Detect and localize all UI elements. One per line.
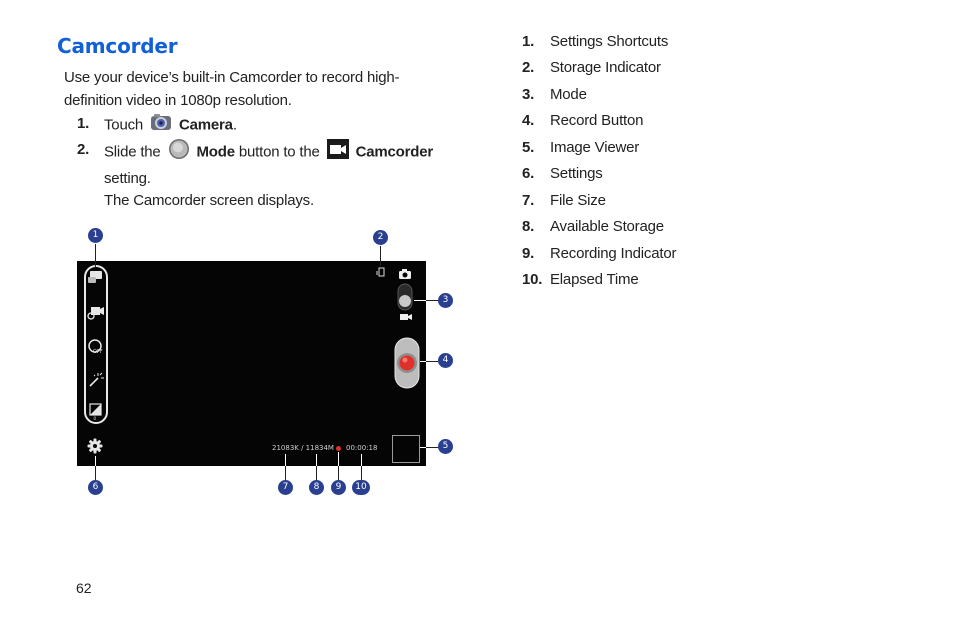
effects-icon[interactable]	[86, 370, 106, 395]
callout-marker: 4	[438, 353, 453, 368]
page-title: Camcorder	[57, 34, 178, 58]
callout-line-6a	[95, 456, 96, 466]
callout-line-9	[338, 452, 339, 466]
recording-indicator	[336, 446, 341, 451]
recording-mode-icon[interactable]	[86, 302, 106, 327]
callout-marker: 10	[352, 480, 370, 495]
storage-indicator-icon	[374, 266, 386, 284]
callout-marker: 5	[438, 439, 453, 454]
callout-line-3	[414, 300, 426, 301]
camera-app-icon	[150, 112, 172, 139]
callout-marker: 3	[438, 293, 453, 308]
switch-camera-icon[interactable]	[86, 268, 106, 293]
step-text: Touch Camera.	[104, 112, 434, 139]
step-note: The Camcorder screen displays.	[104, 192, 314, 209]
callout-line-8b	[316, 466, 317, 481]
callout-line-10	[361, 454, 362, 466]
callout-line-7	[285, 454, 286, 466]
mode-slider-icon	[168, 138, 190, 167]
callout-marker: 7	[278, 480, 293, 495]
page-number: 62	[76, 580, 92, 596]
elapsed-time-text: 00:00:18	[346, 444, 378, 452]
image-viewer[interactable]	[392, 435, 420, 463]
callout-line-10b	[361, 466, 362, 481]
callout-marker: 9	[331, 480, 346, 495]
exposure-icon[interactable]	[86, 401, 106, 426]
callout-line-8	[316, 454, 317, 466]
camcorder-icon	[327, 139, 349, 166]
step-text: Slide the Mode button to the Camcorder setting.	[104, 138, 434, 190]
svg-text:OFF: OFF	[93, 349, 103, 355]
timer-off-icon[interactable]	[86, 337, 106, 362]
callout-line-1	[95, 244, 96, 268]
callout-marker: 2	[373, 230, 388, 245]
callout-line-5b	[426, 447, 438, 448]
callout-line-2	[380, 246, 381, 266]
intro-paragraph: Use your device’s built-in Camcorder to record high-definition video in 1080p resolution.	[64, 69, 400, 109]
callout-marker: 8	[309, 480, 324, 495]
callout-line-6	[95, 466, 96, 481]
callout-line-7b	[285, 466, 286, 481]
record-button[interactable]	[394, 337, 420, 394]
callout-line-3b	[426, 300, 438, 301]
camcorder-screen	[77, 261, 426, 466]
callout-line-9b	[338, 466, 339, 481]
svg-text:0: 0	[93, 416, 97, 421]
file-size-text: 21083K / 11834M	[272, 444, 334, 452]
step-number: 1.	[77, 115, 90, 132]
step-number: 2.	[77, 141, 90, 158]
callout-line-4b	[426, 361, 438, 362]
video-mode-icon	[399, 309, 413, 327]
callout-marker: 1	[88, 228, 103, 243]
callout-marker: 6	[88, 480, 103, 495]
